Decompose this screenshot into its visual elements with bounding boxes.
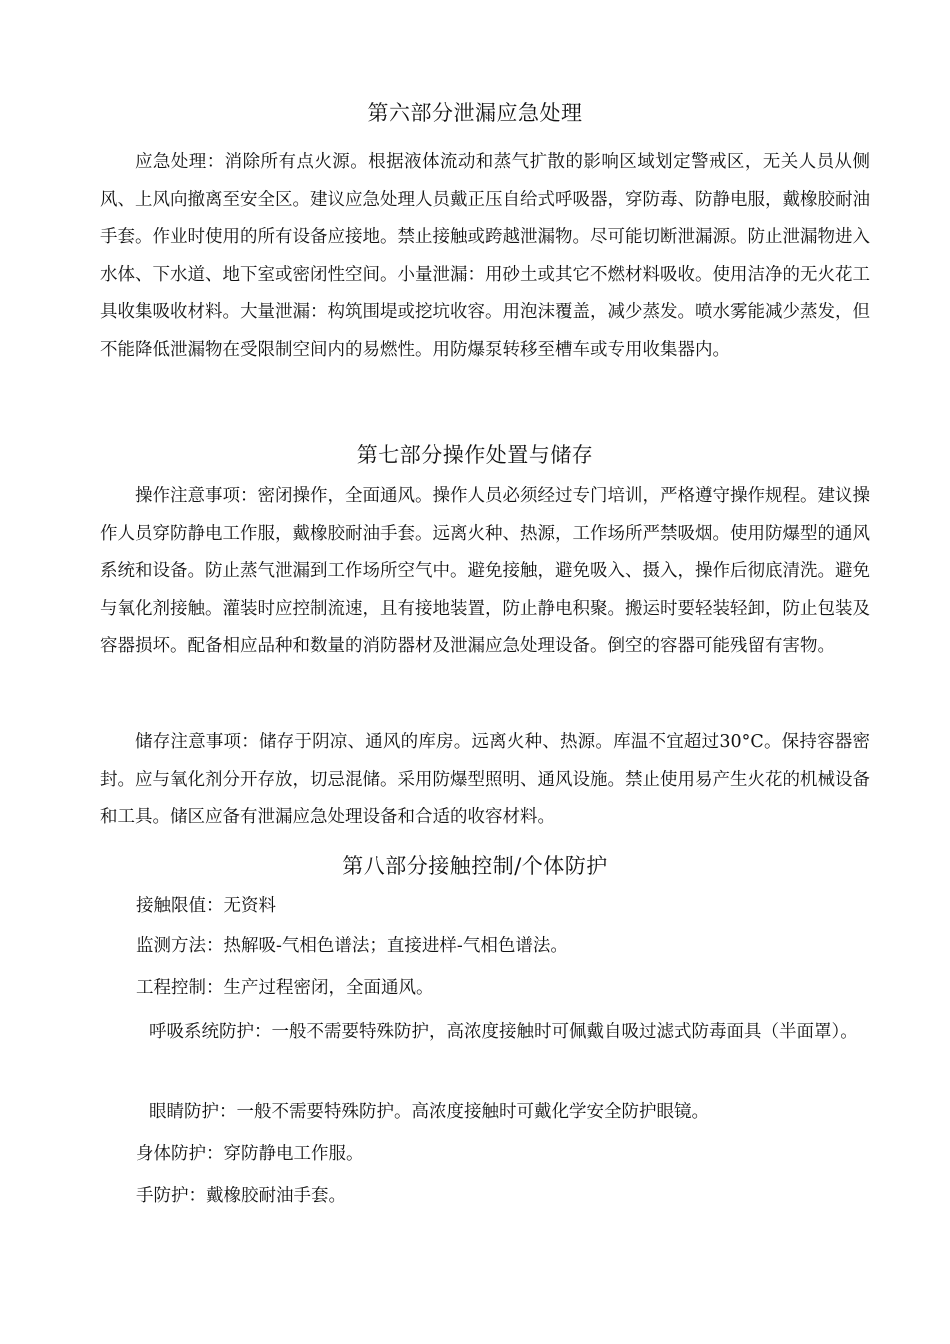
eye-protection-line: 眼睛防护：一般不需要特殊防护。高浓度接触时可戴化学安全防护眼镜。 [149, 1102, 709, 1122]
section-7-storage: 储存注意事项：储存于阴凉、通风的库房。远离火种、热源。库温不宜超过30°C。保持容器密封。应与氧化剂分开存放，切忌混储。采用防爆型照明、通风设施。禁止使用易产生火花的机械设备和工具。储区应备有泄漏应急处理设备和合适的收容材料。 [100, 732, 870, 828]
monitoring-method-line: 监测方法：热解吸-气相色谱法；直接进样-气相色谱法。 [136, 936, 568, 956]
respiratory-protection-line: 呼吸系统防护：一般不需要特殊防护，高浓度接触时可佩戴自吸过滤式防毒面具（半面罩）。 [149, 1022, 858, 1042]
section-7-operation: 操作注意事项：密闭操作，全面通风。操作人员必须经过专门培训，严格遵守操作规程。建议操作人员穿防静电工作服，戴橡胶耐油手套。远离火种、热源，工作场所严禁吸烟。使用防爆型的通风系统和设备。防止蒸气泄漏到工作场所空气中。避免接触，避免吸入、摄入，操作后彻底清洗。避免与氧化剂接触。灌装时应控制流速，且有接地装置，防止静电积聚。搬运时要轻装轻卸，防止包装及容器损坏。配备相应品种和数量的消防器材及泄漏应急处理设备。倒空的容器可能残留有害物。 [100, 486, 870, 657]
section-8-title: 第八部分接触控制/个体防护 [342, 854, 608, 878]
section-6-title: 第六部分泄漏应急处理 [367, 101, 583, 125]
exposure-limit-line: 接触限值：无资料 [136, 896, 276, 916]
engineering-control-line: 工程控制：生产过程密闭，全面通风。 [136, 978, 434, 998]
hand-protection-line: 手防护：戴橡胶耐油手套。 [136, 1186, 346, 1206]
body-protection-line: 身体防护：穿防静电工作服。 [136, 1144, 364, 1164]
section-6-body: 应急处理：消除所有点火源。根据液体流动和蒸气扩散的影响区域划定警戒区，无关人员从侧风、上风向撤离至安全区。建议应急处理人员戴正压自给式呼吸器，穿防毒、防静电服，戴橡胶耐油手套。作业时使用的所有设备应接地。禁止接触或跨越泄漏物。尽可能切断泄漏源。防止泄漏物进入水体、下水道、地下室或密闭性空间。小量泄漏：用砂土或其它不燃材料吸收。使用洁净的无火花工具收集吸收材料。大量泄漏：构筑围堤或挖坑收容。用泡沫覆盖，减少蒸发。喷水雾能减少蒸发，但不能降低泄漏物在受限制空间内的易燃性。用防爆泵转移至槽车或专用收集器内。 [100, 152, 870, 360]
section-7-title: 第七部分操作处置与储存 [356, 443, 594, 467]
